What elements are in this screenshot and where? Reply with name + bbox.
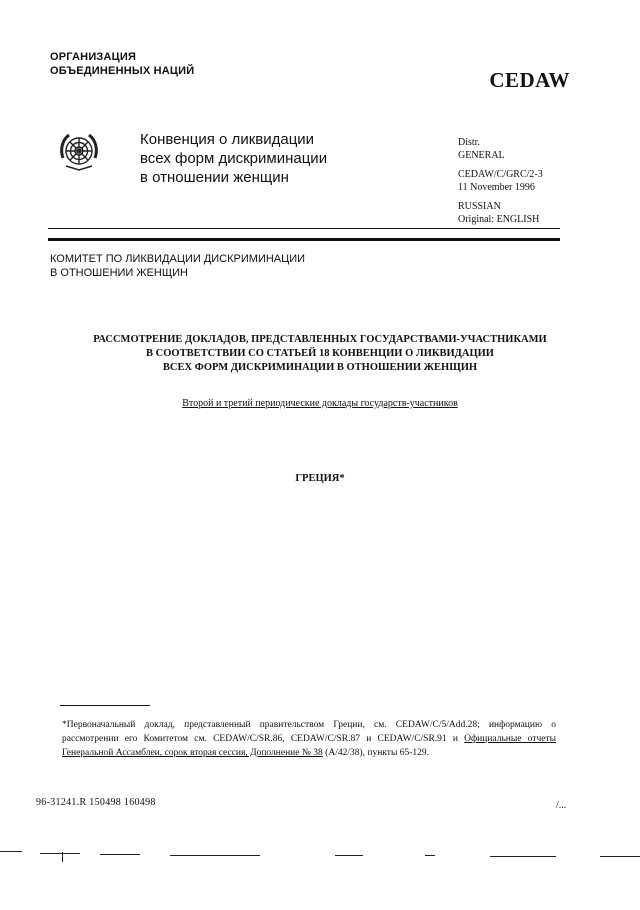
header-divider-thick bbox=[48, 238, 560, 241]
meta-language: RUSSIAN bbox=[458, 201, 501, 212]
heading-line-1: РАССМОТРЕНИЕ ДОКЛАДОВ, ПРЕДСТАВЛЕННЫХ ГОСУДАРСТВАМИ-УЧАСТНИКАМИ bbox=[93, 334, 547, 345]
scan-artifact bbox=[170, 855, 260, 856]
scan-artifact bbox=[600, 856, 640, 857]
heading-line-2: В СООТВЕТСТВИИ СО СТАТЬЕЙ 18 КОНВЕНЦИИ О ЛИКВИДАЦИИ bbox=[146, 348, 494, 359]
org-line-2: ОБЪЕДИНЕННЫХ НАЦИЙ bbox=[50, 65, 195, 77]
scan-artifact bbox=[40, 853, 80, 854]
committee-line-1: КОМИТЕТ ПО ЛИКВИДАЦИИ ДИСКРИМИНАЦИИ bbox=[50, 253, 306, 265]
convention-line-2: всех форм дискриминации bbox=[140, 150, 328, 167]
scan-artifact bbox=[490, 856, 556, 857]
meta-date: 11 November 1996 bbox=[458, 182, 535, 193]
footnote-text-2: (A/42/38), пункты 65-129. bbox=[322, 748, 429, 758]
document-number: 96-31241.R 150498 160498 bbox=[36, 797, 156, 808]
scan-artifact bbox=[62, 852, 63, 862]
org-line-1: ОРГАНИЗАЦИЯ bbox=[50, 51, 137, 63]
meta-distr: Distr. bbox=[458, 137, 480, 148]
scan-artifact bbox=[425, 855, 435, 856]
document-meta bbox=[458, 136, 543, 226]
continuation-mark: /... bbox=[556, 800, 567, 811]
scan-artifact bbox=[100, 854, 140, 855]
convention-line-1: Конвенция о ликвидации bbox=[140, 131, 315, 148]
meta-original: Original: ENGLISH bbox=[458, 214, 540, 225]
organization-name bbox=[50, 50, 194, 78]
footnote-text-1: *Первоначальный доклад, представленный правительством Греции, см. CEDAW/C/5/Add.28; информацию о рассмотрении его Комитетом см. CEDAW/C/SR.86, CEDAW/C/SR.87 и CEDAW/C/SR.91 и bbox=[62, 720, 556, 744]
footnote-separator bbox=[60, 705, 150, 706]
heading-line-3: ВСЕХ ФОРМ ДИСКРИМИНАЦИИ В ОТНОШЕНИИ ЖЕНЩИН bbox=[162, 362, 478, 373]
convention-line-3: в отношении женщин bbox=[140, 169, 289, 186]
report-subtitle: Второй и третий периодические доклады государств-участников bbox=[182, 398, 458, 409]
country-name: ГРЕЦИЯ* bbox=[295, 473, 345, 484]
committee-name bbox=[50, 252, 305, 280]
header-divider-thin bbox=[48, 228, 560, 229]
footnote-reference: Официальные отчеты Генеральной Ассамблеи, сорок вторая сессия, Дополнение № 38 bbox=[62, 734, 556, 758]
document-heading bbox=[60, 333, 580, 375]
convention-title bbox=[140, 130, 327, 187]
meta-distribution: GENERAL bbox=[458, 150, 505, 161]
cedaw-brand: CEDAW bbox=[489, 68, 570, 92]
scan-artifact bbox=[0, 851, 22, 852]
meta-symbol: CEDAW/C/GRC/2-3 bbox=[458, 169, 543, 180]
footnote bbox=[62, 718, 556, 760]
scan-artifact bbox=[335, 855, 363, 856]
committee-line-2: В ОТНОШЕНИИ ЖЕНЩИН bbox=[50, 267, 188, 279]
un-emblem-icon bbox=[56, 128, 102, 174]
